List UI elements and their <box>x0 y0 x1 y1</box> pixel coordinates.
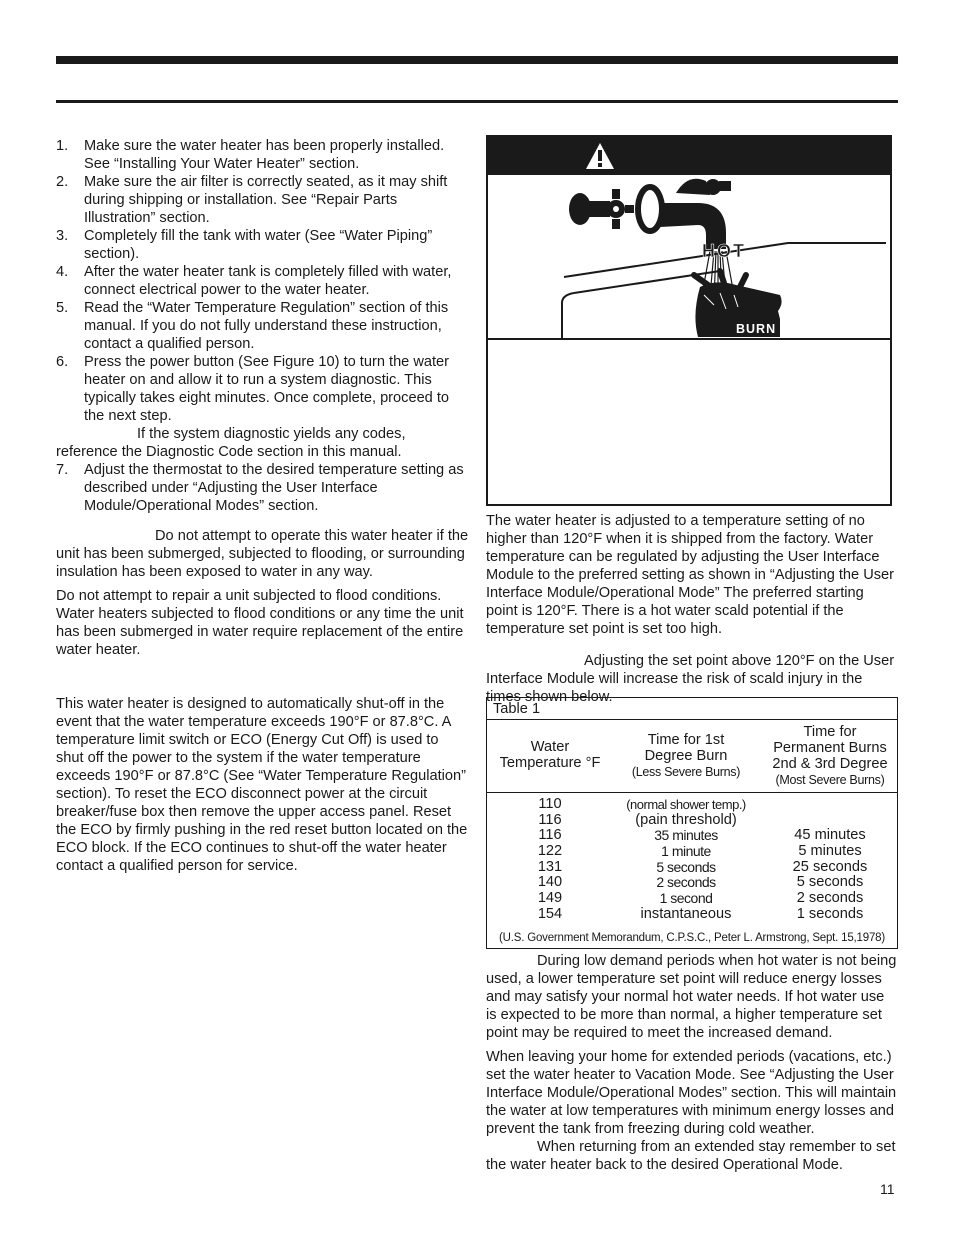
step-item: 5. Read the “Water Temperature Regulation” section of this manual. If you do not fully understand these instruction, contact a qualified person. <box>56 300 449 352</box>
left-column <box>56 137 470 875</box>
hot-water-burn-illustration <box>488 175 890 339</box>
table-header-temperature: Water Temperature °F <box>499 739 601 771</box>
table-cell: (normal shower temp.) <box>626 797 746 812</box>
step-text: Read the “Water Temperature Regulation” section of this manual. If you do not fully understand these instruction, contact a qualified person. <box>84 300 449 352</box>
table-cell: instantaneous <box>640 905 732 922</box>
table-column-permanent <box>763 797 897 923</box>
table-cell: 1 second <box>659 890 713 907</box>
step-text: Make sure the water heater has been properly installed. See “Installing Your Water Heater” section. <box>84 138 445 172</box>
table-cell: 149 <box>537 890 563 907</box>
table-cell: 25 seconds <box>792 858 868 875</box>
table-cell: 2 seconds <box>656 874 716 891</box>
warning-divider <box>488 338 890 340</box>
table-column-first-degree <box>609 797 763 923</box>
table-column-temperature <box>491 797 609 923</box>
warning-triangle-icon <box>585 142 615 170</box>
table-cell: 154 <box>537 905 563 922</box>
table-cell: 45 minutes <box>794 827 866 844</box>
table-cell: 5 seconds <box>656 858 716 875</box>
startup-steps-list <box>56 137 470 515</box>
step-text: Press the power button (See Figure 10) to turn the water heater on and allow it to run a system diagnostic. This typically takes eight minutes. Once complete, proceed to the next step. <box>84 354 450 424</box>
burn-label: BURN <box>736 322 777 336</box>
step-item: 7. Adjust the thermostat to the desired temperature setting as described under “Adjusting the User Interface Module/Operational Modes” section. <box>56 462 464 514</box>
table-header-permanent: Time for Permanent Burns 2nd & 3rd Degree (Most Severe Burns) <box>772 724 888 787</box>
table-source-citation: (U.S. Government Memorandum, C.P.S.C., Peter L. Armstrong, Sept. 15,1978) <box>499 932 885 944</box>
right-column-lower <box>486 952 898 1174</box>
table-cell: 140 <box>537 874 563 891</box>
returning-paragraph: When returning from an extended stay remember to set the water heater back to the desired Operational Mode. <box>486 1139 896 1173</box>
table-cell: 110 <box>538 796 562 812</box>
flood-repair-paragraph: Do not attempt to repair a unit subjected to flood conditions. Water heaters subjected to flood conditions or any time the unit has been submerged in water require replacement of the entire water heater. <box>56 588 464 658</box>
table-cell <box>763 797 897 813</box>
step-note: If the system diagnostic yields any codes, reference the Diagnostic Code section in this manual. <box>56 426 406 460</box>
table-cell: 5 minutes <box>798 843 862 860</box>
table-cell: 116 <box>538 827 562 844</box>
step-text: Adjust the thermostat to the desired temperature setting as described under “Adjusting the User Interface Module/Operational Modes” section. <box>84 462 464 514</box>
table-cell: 1 minute <box>661 843 711 860</box>
vacation-paragraph: When leaving your home for extended periods (vacations, etc.) set the water heater to Vacation Mode. See “Adjusting the User Interface Module/Operational Modes” section. This will maintain the water at low temperatures with minimum energy losses and prevent the tank from freezing during cold weather. <box>486 1049 897 1137</box>
header-rule-thin <box>56 100 898 103</box>
scald-risk-table <box>486 697 898 949</box>
danger-warning-box <box>486 135 892 506</box>
table-cell: 2 seconds <box>796 890 864 907</box>
table-cell <box>763 813 897 829</box>
step-item: 4. After the water heater tank is completely filled with water, connect electrical power to the water heater. <box>56 264 452 298</box>
step-text: Make sure the air filter is correctly seated, as it may shift during shipping or installation. See “Repair Parts Illustration” section. <box>84 174 448 226</box>
scald-note-paragraph: Adjusting the set point above 120°F on the User Interface Module will increase the risk of scald injury in the times shown below. <box>486 653 895 705</box>
warning-header-bar <box>488 137 890 175</box>
step-item: 3. Completely fill the tank with water (See “Water Piping” section). <box>56 228 433 262</box>
table-cell: 1 seconds <box>796 905 864 922</box>
table-cell: 35 minutes <box>654 827 718 844</box>
table-cell: 131 <box>537 858 563 875</box>
table-cell: (pain threshold) <box>635 811 737 828</box>
step-item: 6. Press the power button (See Figure 10) to turn the water heater on and allow it to run a system diagnostic. This typically takes eight minutes. Once complete, proceed to the next step. <box>56 354 450 424</box>
low-demand-paragraph: During low demand periods when hot water is not being used, a lower temperature set point will reduce energy losses and may satisfy your normal hot water needs. If hot water use is expected to be more than normal, a higher temperature set point may be required to meet the increased demand. <box>486 953 897 1041</box>
flood-warning-paragraph: Do not attempt to operate this water heater if the unit has been submerged, subjected to flooding, or surrounding insulation has been exposed to water in any way. <box>56 528 469 580</box>
step-text: Completely fill the tank with water (See “Water Piping” section). <box>84 228 433 262</box>
table-title: Table 1 <box>493 701 541 717</box>
table-cell: 116 <box>538 811 562 828</box>
factory-setting-paragraph: The water heater is adjusted to a temperature setting of no higher than 120°F when it is shipped from the factory. Water temperature can be regulated by adjusting the User Interface Module to the preferred setting as shown in “Adjusting the User Interface Module/Operational Mode” The preferred starting point is 120°F. There is a hot water scald potential if the temperature set point is set too high. <box>486 513 895 637</box>
header-rule-thick <box>56 56 898 64</box>
step-item: 2. Make sure the air filter is correctly seated, as it may shift during shipping or installation. See “Repair Parts Illustration” section. <box>56 174 448 226</box>
page-number: 11 <box>880 1181 895 1197</box>
step-text: After the water heater tank is completely filled with water, connect electrical power to the water heater. <box>84 264 452 298</box>
table-header-first-degree: Time for 1st Degree Burn (Less Severe Burns) <box>631 732 741 779</box>
eco-paragraph: This water heater is designed to automatically shut-off in the event that the water temperature exceeds 190°F or 87.8°C. A temperature limit switch or ECO (Energy Cut Off) is used to shut off the power to the system if the water temperature exceeds 190°F or 87.8°C (See “Water Temperature Regulation” section). To reset the ECO disconnect power at the circuit breaker/fuse box then remove the upper access panel. Reset the ECO by firmly pushing in the red reset button located on the ECO block. If the ECO continues to shut-off the water heater contact a qualified person for service. <box>56 696 468 874</box>
table-cell: 122 <box>537 843 563 860</box>
right-column <box>486 512 898 706</box>
table-cell: 5 seconds <box>796 874 864 891</box>
hot-label: HOT <box>702 241 746 261</box>
step-item: 1. Make sure the water heater has been properly installed. See “Installing Your Water Heater” section. <box>56 138 445 172</box>
